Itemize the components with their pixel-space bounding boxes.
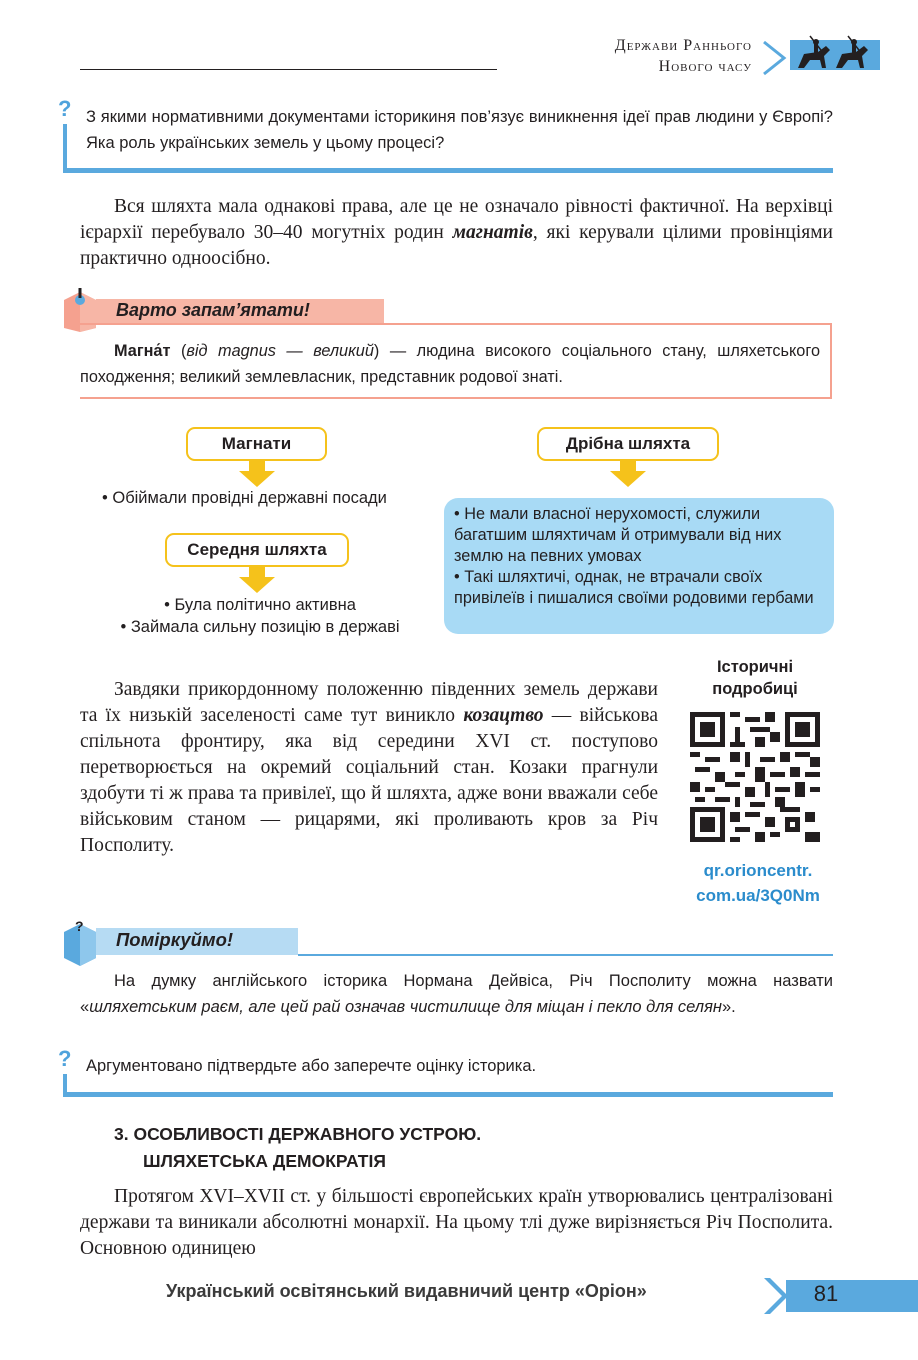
arrow-down-icon bbox=[239, 567, 275, 593]
think-title: Поміркуймо! bbox=[116, 929, 234, 950]
paragraph-3: Протягом XVI–XVII ст. у більшості європейських країн утворювались централізовані держави та виникали абсолютні монархії. На цьому тлі дуже вирізняється Річ Посполита. Основною одиницею bbox=[80, 1186, 833, 1259]
question-bar bbox=[63, 124, 67, 170]
definition-term: Магна́т bbox=[114, 342, 171, 360]
middle-bullet-2: • Займала сильну позицію в державі bbox=[120, 618, 400, 636]
p2-text: Завдяки прикордонному положенню південних земель держави та їх низькій заселеності саме тут виникло bbox=[80, 679, 658, 726]
davies-quote: шляхетським раєм, але цей рай означав чистилище для міщан і пекло для селян bbox=[89, 998, 722, 1016]
paragraph-1 bbox=[80, 194, 833, 272]
header-chevron-icon bbox=[760, 40, 790, 76]
header-line-2: Нового часу bbox=[658, 58, 752, 75]
section-heading-1: 3. ОСОБЛИВОСТІ ДЕРЖАВНОГО УСТРОЮ. bbox=[114, 1124, 482, 1144]
paragraph-2 bbox=[80, 677, 658, 859]
etymology: від magnus — великий bbox=[186, 342, 374, 360]
qr-code[interactable] bbox=[690, 712, 820, 842]
think-rule bbox=[298, 954, 833, 956]
question-underline bbox=[63, 1092, 833, 1097]
page-number: 81 bbox=[813, 1281, 839, 1306]
term-magnates: магнатів bbox=[452, 222, 533, 243]
arrow-down-icon bbox=[239, 461, 275, 487]
question-underline bbox=[63, 168, 833, 173]
petty-bullet-1: • Не мали власної нерухомості, служили багатшим шляхтичам й отримували від них землю на певних умовах bbox=[454, 505, 782, 565]
definition-text: — людина високого соціального стану, шляхетського походження; великий землевласник, представник родової знаті. bbox=[80, 342, 820, 386]
petty-bullet-2: • Такі шляхтичі, однак, не втрачали своїх привілеїв і пишалися своїми родовими гербами bbox=[454, 568, 814, 607]
term-cossacks: козацтво bbox=[463, 705, 544, 726]
definition bbox=[80, 338, 820, 390]
running-header bbox=[615, 35, 752, 77]
remember-title: Варто запам’ятати! bbox=[116, 300, 310, 320]
think-icon bbox=[62, 918, 98, 966]
middle-gentry-bullets bbox=[92, 594, 428, 638]
qr-link[interactable] bbox=[676, 858, 840, 908]
petty-gentry-details bbox=[444, 498, 834, 634]
p1-text: Вся шляхта мала однакові права, але це не означало рівності фактичної. На верхівці ієрархії перебувало 30–40 могутніх родин bbox=[80, 196, 833, 243]
paren: ( bbox=[170, 342, 187, 360]
think-text bbox=[80, 968, 833, 1020]
question-mark-icon: ? bbox=[58, 96, 72, 121]
header-rule bbox=[80, 69, 497, 70]
qr-link-1[interactable]: qr.orioncentr. bbox=[703, 861, 813, 880]
qr-title-2: подробиці bbox=[712, 680, 798, 698]
section-heading-2: ШЛЯХЕТСЬКА ДЕМОКРАТІЯ bbox=[143, 1151, 386, 1171]
think-text-start: На думку англійського історика Нормана Дейвіса, Річ Посполиту можна назвати « bbox=[80, 972, 833, 1016]
riders-icon bbox=[790, 32, 880, 78]
svg-text:?: ? bbox=[75, 918, 84, 934]
arrow-down-icon bbox=[610, 461, 646, 487]
qr-title bbox=[680, 656, 830, 700]
p1-text-end: , які керували цілими провінціями практично одноосібно. bbox=[80, 222, 833, 269]
middle-gentry-box: Середня шляхта bbox=[165, 533, 349, 567]
magnates-bullet: • Обіймали провідні державні посади bbox=[102, 489, 387, 507]
think-question: Аргументовано підтвердьте або заперечте оцінку історика. bbox=[86, 1057, 537, 1075]
qr-link-2[interactable]: com.ua/3Q0Nm bbox=[696, 886, 820, 905]
question-text: З якими нормативними документами історикиня пов’язує виникнення ідеї прав людини у Європі? Яка роль українських земель у цьому процесі? bbox=[86, 108, 833, 152]
question-mark-icon: ? bbox=[58, 1046, 72, 1071]
publisher: Український освітянський видавничий центр «Оріон» bbox=[166, 1281, 647, 1301]
magnates-box: Магнати bbox=[186, 427, 327, 461]
qr-title-1: Історичні bbox=[716, 658, 794, 676]
middle-bullet-1: • Була політично активна bbox=[164, 596, 356, 614]
header-line-1: Держави Раннього bbox=[614, 37, 752, 54]
p2-text-end: — військова спільнота фронтиру, яка від середини XVI ст. поступово перетворюється на окремий соціальний стан. Козаки прагнули здобути ті ж права та привілеї, що й шляхта, адже вони вважали себе військовим станом — рицарями, які проливають кров за Річ Посполиту. bbox=[80, 705, 658, 856]
paren: ) bbox=[373, 342, 380, 360]
think-text-end: ». bbox=[722, 998, 736, 1016]
section-heading bbox=[114, 1121, 481, 1175]
petty-gentry-box: Дрібна шляхта bbox=[537, 427, 719, 461]
